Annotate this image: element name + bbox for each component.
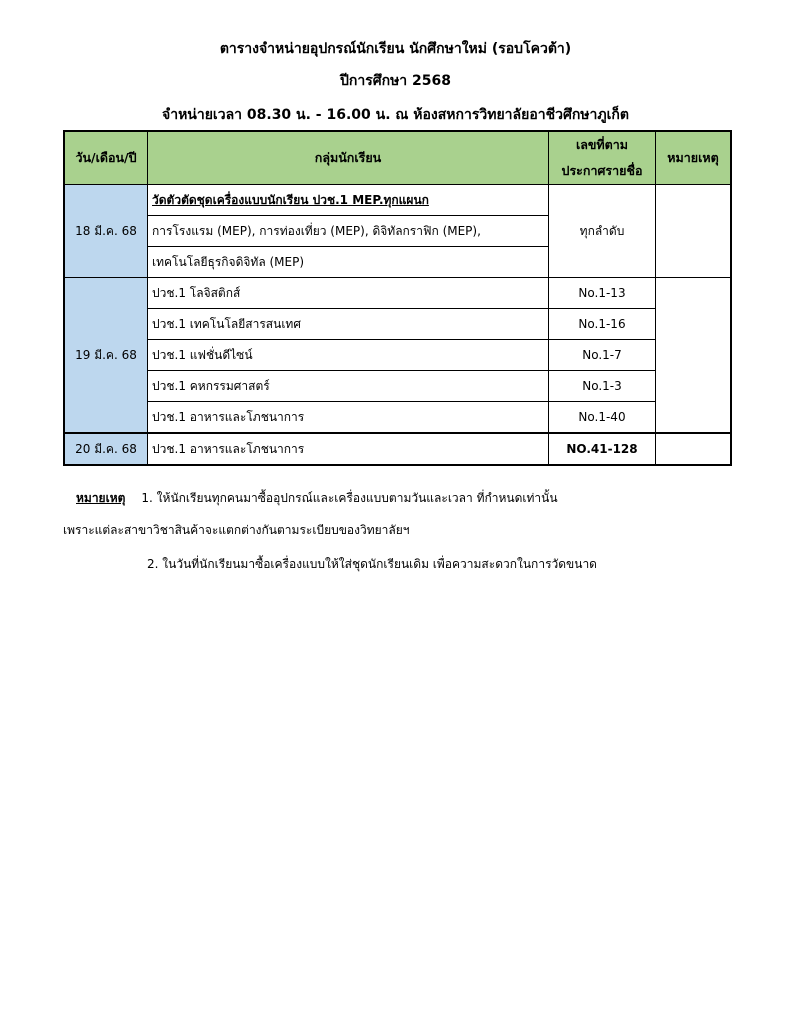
header-number [549,131,656,185]
time-place: จำหน่ายเวลา 08.30 น. - 16.00 น. ณ ห้องสหการวิทยาลัยอาชีวศึกษาภูเก็ต [162,107,629,123]
header-number-line2: ประกาศรายชื่อ [561,163,643,178]
note-1-text: 1. ให้นักเรียนทุกคนมาซื้ออุปกรณ์และเครื่องแบบตามวันและเวลา ที่กำหนดเท่านั้น [141,491,558,505]
group-cell: ปวช.1 แฟชั่นดีไซน์ [148,340,549,371]
table-row [64,309,731,340]
academic-year: ปีการศึกษา 2568 [339,73,452,89]
table-row [64,402,731,434]
number-cell: No.1-40 [549,402,656,434]
number-cell: No.1-16 [549,309,656,340]
number-cell: NO.41-128 [549,433,656,465]
number-cell: ทุกลำดับ [549,185,656,278]
group-cell: เทคโนโลยีธุรกิจดิจิทัล (MEP) [148,247,549,278]
note-2: 2. ในวันที่นักเรียนมาซื้อเครื่องแบบให้ใส่ชุดนักเรียนเดิม เพื่อความสะดวกในการวัดขนาด [147,557,597,571]
header-number-line1: เลขที่ตาม [575,137,629,152]
group-cell: วัดตัวตัดชุดเครื่องแบบนักเรียน ปวช.1 MEP.ทุกแผนก [148,185,549,216]
note-1 [76,489,558,508]
group-cell: ปวช.1 คหกรรมศาสตร์ [148,371,549,402]
date-cell: 18 มี.ค. 68 [64,185,148,278]
number-cell: No.1-7 [549,340,656,371]
table-row [64,278,731,309]
remark-cell [656,433,732,465]
header-remark: หมายเหตุ [656,131,732,185]
table-row [64,185,731,216]
remark-cell [656,185,732,278]
group-cell: ปวช.1 เทคโนโลยีสารสนเทศ [148,309,549,340]
table-row [64,371,731,402]
date-cell: 20 มี.ค. 68 [64,433,148,465]
notes-label: หมายเหตุ [76,491,126,505]
schedule-table [63,130,732,466]
document-title: ตารางจำหน่ายอุปกรณ์นักเรียน นักศึกษาใหม่ (รอบโควต้า) [219,41,572,57]
number-cell: No.1-3 [549,371,656,402]
note-1-continued: เพราะแต่ละสาขาวิชาสินค้าจะแตกต่างกันตามระเบียบของวิทยาลัยฯ [63,523,410,537]
number-cell: No.1-13 [549,278,656,309]
remark-cell [656,278,732,434]
group-cell: ปวช.1 อาหารและโภชนาการ [148,402,549,434]
table-row [64,340,731,371]
group-cell: ปวช.1 อาหารและโภชนาการ [148,433,549,465]
group-cell: ปวช.1 โลจิสติกส์ [148,278,549,309]
table-header-row [64,131,731,185]
table-row [64,433,731,465]
group-cell: การโรงแรม (MEP), การท่องเที่ยว (MEP), ดิจิทัลกราฟิก (MEP), [148,216,549,247]
header-group: กลุ่มนักเรียน [148,131,549,185]
date-cell: 19 มี.ค. 68 [64,278,148,434]
header-date: วัน/เดือน/ปี [64,131,148,185]
